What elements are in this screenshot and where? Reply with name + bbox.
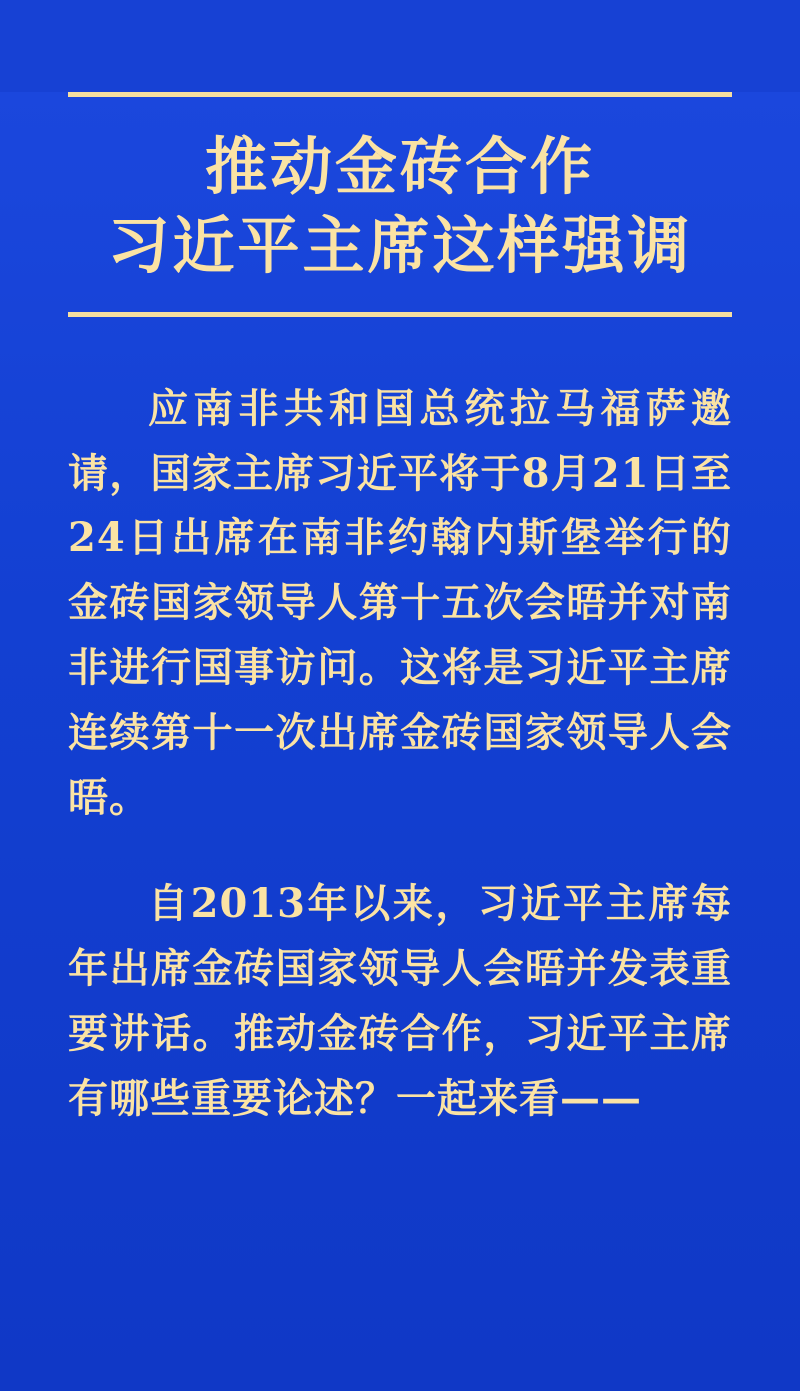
divider-bottom: [68, 312, 732, 317]
paragraph-1: 应南非共和国总统拉马福萨邀请，国家主席习近平将于8月21日至24日出席在南非约翰内斯堡举行的金砖国家领导人第十五次会晤并对南非进行国事访问。这将是习近平主席连续第十一次出席金砖国家领导人会晤。: [68, 384, 732, 821]
title-line-2: 习近平主席这样强调: [107, 209, 693, 283]
poster-container: [0, 92, 800, 1391]
page-title: [68, 97, 732, 312]
article-body: [68, 377, 732, 1132]
paragraph-2: 自2013年以来，习近平主席每年出席金砖国家领导人会晤并发表重要讲话。推动金砖合作，习近平主席有哪些重要论述？一起来看——: [68, 880, 732, 1122]
title-line-1: 推动金砖合作: [204, 130, 595, 203]
